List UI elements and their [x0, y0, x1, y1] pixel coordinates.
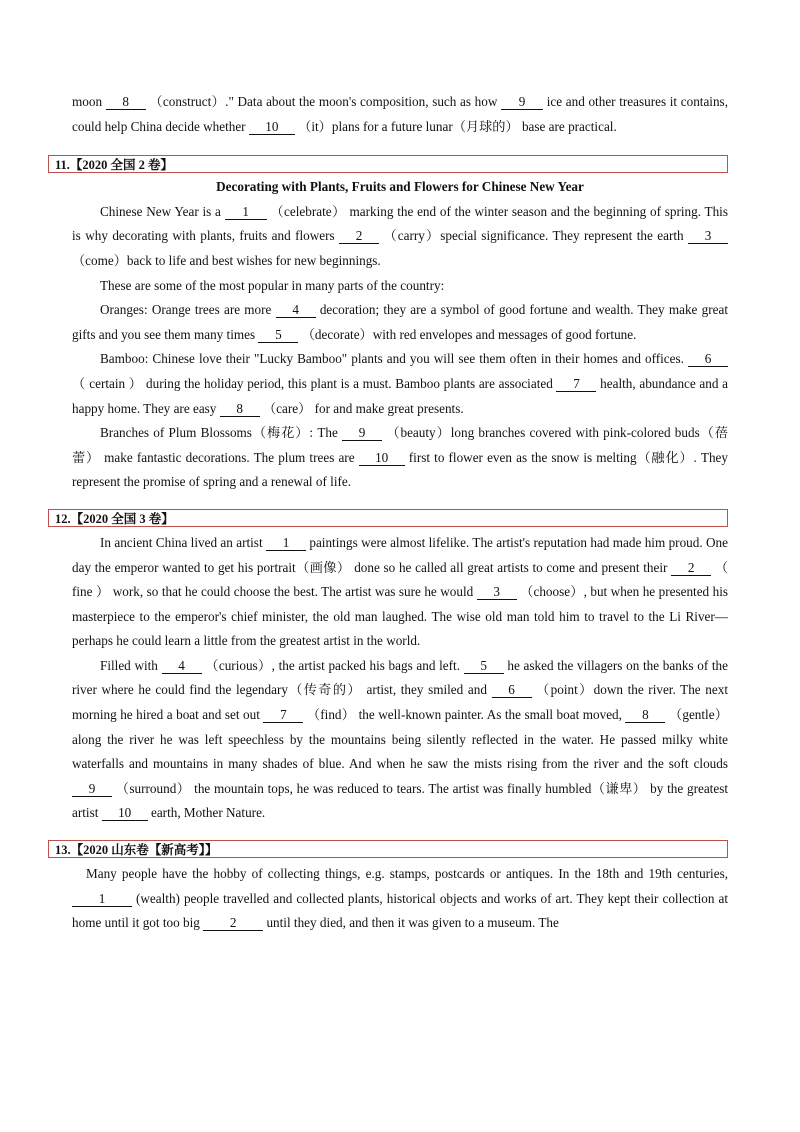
blank-4: 4	[162, 658, 202, 674]
blank-2: 2	[203, 915, 263, 931]
blank-9: 9	[72, 781, 112, 797]
sec12-paragraph-2: Filled with 4 （curious）, the artist packed his bags and left. 5 he asked the villagers on the banks of the river where he could find the legendary（传奇的） artist, they smiled and 6 （point）down the river. The next morning he hired a boat and set out 7 （find） the well-known painter. As the small boat moved, 8 （gentle）along the river he was left speechless by the mountains being silently reflected in the water. He passed milky white waterfalls and mountains in many shades of blue. And when he saw the mists rising from the river and the soft clouds 9 （surround） the mountain tops, he was reduced to tears. The artist was finally humbled（谦卑） by the greatest artist 10 earth, Mother Nature.	[72, 657, 729, 821]
section-12-header: 12.【2020 全国 3 卷】	[48, 509, 728, 527]
sec11-paragraph-3: Oranges: Orange trees are more 4 decoration; they are a symbol of good fortune and wealth. They make great gifts and you see them many times 5 （decorate）with red envelopes and messages of good fortune.	[72, 302, 728, 342]
blank-10: 10	[359, 450, 405, 466]
section-11-header: 11.【2020 全国 2 卷】	[48, 155, 728, 173]
blank-1: 1	[72, 891, 132, 907]
blank-5: 5	[464, 658, 504, 674]
sec11-paragraph-5: Branches of Plum Blossoms（梅花）: The 9 （beauty）long branches covered with pink-colored buds（蓓蕾） make fantastic decorations. The plum trees are 10 first to flower even as the snow is melting（融化）. They represent the promise of spring and a renewal of life.	[72, 425, 728, 490]
blank-2: 2	[671, 560, 711, 576]
blank-10: 10	[102, 805, 148, 821]
blank-8: 8	[106, 94, 146, 110]
document-page	[55, 90, 729, 936]
section-13-header: 13.【2020 山东卷【新高考】】	[48, 840, 728, 858]
sec13-paragraph-1: Many people have the hobby of collecting things, e.g. stamps, postcards or antiques. In the 18th and 19th centuries, 1 (wealth) people travelled and collected plants, historical objects and works of art. They kept their collection at home until it got too big 2 until they died, and then it was given to a museum. The	[72, 866, 728, 931]
sec11-paragraph-2: These are some of the most popular in many parts of the country:	[100, 277, 445, 293]
sec12-paragraph-1: In ancient China lived an artist 1 paintings were almost lifelike. The artist's reputation had made him proud. One day the emperor wanted to get his portrait（画像） done so he called all great artists to come and present their 2 （ fine ） work, so that he could choose the best. The artist was sure he would 3 （choose）, but when he presented his masterpiece to the emperor's chief minister, the old man laughed. The wise old man told him to travel to the Li River—perhaps he could learn a little from the greatest artist in the world.	[72, 534, 729, 649]
blank-10: 10	[249, 119, 295, 135]
blank-3: 3	[477, 584, 517, 600]
sec10-paragraph: moon 8 （construct）." Data about the moon's composition, such as how 9 ice and other treasures it contains, could help China decide whether 10 （it）plans for a future lunar（月球的） base are practical.	[72, 94, 728, 134]
blank-6: 6	[688, 351, 728, 367]
sec11-paragraph-4: Bamboo: Chinese love their "Lucky Bamboo" plants and you will see them often in their homes and offices. 6 （ certain ） during the holiday period, this plant is a must. Bamboo plants are associated 7 health, abundance and a happy home. They are easy 8 （care） for and make great presents.	[72, 351, 729, 416]
blank-7: 7	[263, 707, 303, 723]
blank-1: 1	[225, 204, 267, 220]
blank-8: 8	[220, 401, 260, 417]
blank-6: 6	[492, 682, 532, 698]
blank-8: 8	[625, 707, 665, 723]
blank-7: 7	[556, 376, 596, 392]
sec11-paragraph-1: Chinese New Year is a 1 （celebrate） marking the end of the winter season and the beginning of spring. This is why decorating with plants, fruits and flowers 2 （carry）special significance. They represent the earth 3 （come）back to life and best wishes for new beginnings.	[72, 203, 728, 268]
blank-4: 4	[276, 302, 316, 318]
blank-2: 2	[339, 228, 379, 244]
blank-1: 1	[266, 535, 306, 551]
blank-5: 5	[258, 327, 298, 343]
blank-9: 9	[342, 425, 382, 441]
section-11-title: Decorating with Plants, Fruits and Flowers for Chinese New Year	[216, 179, 584, 195]
blank-9: 9	[501, 94, 543, 110]
blank-3: 3	[688, 228, 728, 244]
